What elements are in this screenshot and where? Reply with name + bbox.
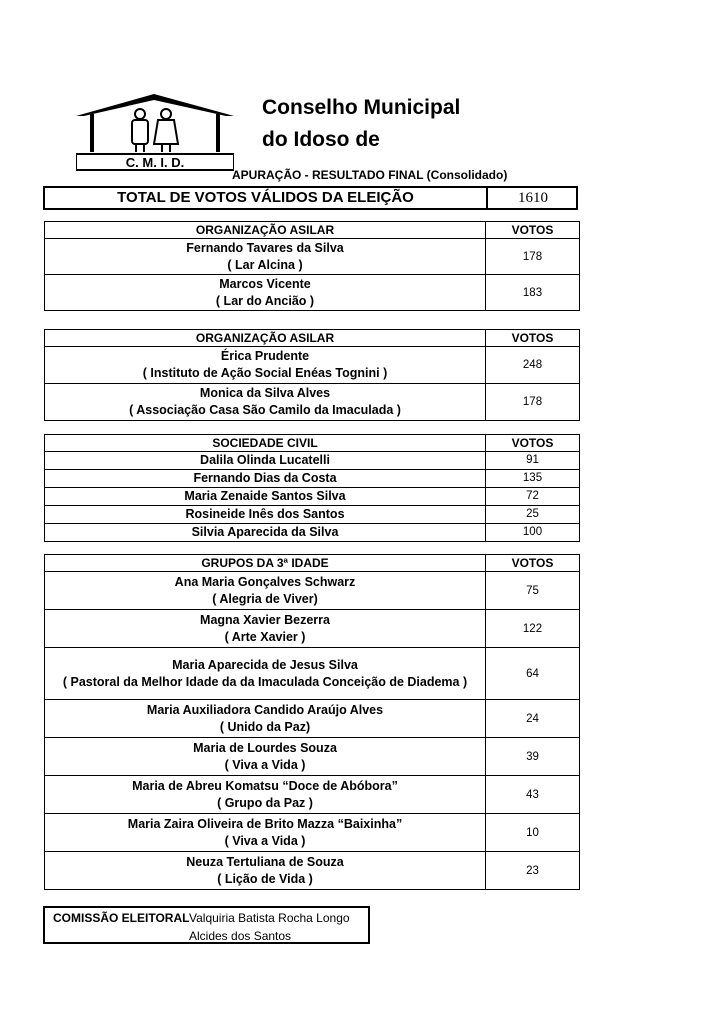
candidate-name: Ana Maria Gonçalves Schwarz [174, 574, 356, 589]
table-row [45, 239, 580, 275]
candidate-name: Dalila Olinda Lucatelli [45, 452, 486, 470]
candidate-name: Maria Aparecida de Jesus Silva [172, 657, 358, 672]
candidate-name: Silvia Aparecida da Silva [45, 524, 486, 542]
candidate-org: ( Pastoral da Melhor Idade da da Imaculada Conceição de Diadema ) [62, 674, 468, 689]
comissao-label: COMISSÃO ELEITORAL [53, 911, 190, 925]
votes-header: VOTOS [486, 330, 580, 347]
candidate-org: ( Arte Xavier ) [224, 629, 306, 644]
candidate-votes: 23 [486, 852, 580, 890]
table-row [45, 506, 580, 524]
candidate-votes: 248 [486, 347, 580, 384]
comissao-eleitoral-box [43, 906, 370, 944]
logo-text: C. M. I. D. [125, 155, 185, 170]
candidate-org: ( Lar do Ancião ) [215, 293, 315, 308]
candidate-org: ( Grupo da Paz ) [217, 795, 313, 810]
table-row [45, 452, 580, 470]
candidate-votes: 24 [486, 700, 580, 738]
total-votes-value: 1610 [486, 188, 578, 208]
candidate-name: Neuza Tertuliana de Souza [186, 854, 344, 869]
candidate-votes: 75 [486, 572, 580, 610]
candidate-votes: 72 [486, 488, 580, 506]
candidate-votes: 122 [486, 610, 580, 648]
candidate-name: Magna Xavier Bezerra [200, 612, 330, 627]
candidate-name: Érica Prudente [220, 349, 310, 363]
table-row [45, 776, 580, 814]
candidate-name: Monica da Silva Alves [199, 386, 331, 400]
candidate-name: Maria Zaira Oliveira de Brito Mazza “Baixinha” [127, 816, 403, 831]
candidate-name: Rosineide Inês dos Santos [45, 506, 486, 524]
section-title: ORGANIZAÇÃO ASILAR [45, 330, 486, 347]
total-votes-label: TOTAL DE VOTOS VÁLIDOS DA ELEIÇÃO [117, 189, 414, 206]
candidate-votes: 135 [486, 470, 580, 488]
table-row [45, 470, 580, 488]
page-subtitle: APURAÇÃO - RESULTADO FINAL (Consolidado) [232, 168, 508, 182]
candidate-org: ( Lição de Vida ) [217, 871, 313, 886]
table-row [45, 814, 580, 852]
candidate-org: ( Unido da Paz) [219, 719, 311, 734]
candidate-org: ( Lar Alcina ) [227, 257, 303, 272]
table-row [45, 347, 580, 384]
cmid-logo [76, 92, 234, 172]
section-sociedade-civil [44, 434, 580, 542]
section-grupos-3a-idade [44, 554, 580, 890]
candidate-org: ( Instituto de Ação Social Enéas Tognini ) [142, 366, 388, 380]
candidate-votes: 178 [486, 384, 580, 421]
comissao-member: Alcides dos Santos [189, 929, 292, 943]
candidate-name: Fernando Dias da Costa [45, 470, 486, 488]
page-title-line2: do Idoso de [262, 128, 380, 151]
candidate-votes: 39 [486, 738, 580, 776]
section-title: SOCIEDADE CIVIL [45, 435, 486, 452]
candidate-name: Marcos Vicente [219, 276, 311, 291]
candidate-name: Maria de Lourdes Souza [193, 740, 337, 755]
section-title: GRUPOS DA 3ª IDADE [45, 555, 486, 572]
candidate-name: Fernando Tavares da Silva [186, 240, 344, 255]
candidate-votes: 100 [486, 524, 580, 542]
candidate-votes: 10 [486, 814, 580, 852]
total-votes-box [43, 186, 578, 210]
table-row [45, 524, 580, 542]
candidate-votes: 64 [486, 648, 580, 700]
table-row [45, 648, 580, 700]
page-title-line1: Conselho Municipal [262, 96, 461, 119]
table-row [45, 738, 580, 776]
table-row [45, 572, 580, 610]
candidate-org: ( Viva a Vida ) [224, 833, 306, 848]
candidate-votes: 25 [486, 506, 580, 524]
section-organizacao-asilar-2 [44, 329, 580, 421]
candidate-votes: 178 [486, 239, 580, 275]
table-row [45, 610, 580, 648]
candidate-votes: 43 [486, 776, 580, 814]
section-organizacao-asilar-1 [44, 221, 580, 311]
candidate-name: Maria Auxiliadora Candido Araújo Alves [146, 702, 384, 717]
votes-header: VOTOS [486, 435, 580, 452]
table-row [45, 700, 580, 738]
votes-header: VOTOS [486, 222, 580, 239]
votes-header: VOTOS [486, 555, 580, 572]
candidate-org: ( Alegria de Viver) [212, 591, 318, 606]
house-logo-icon [76, 92, 234, 172]
table-row [45, 275, 580, 311]
table-row [45, 852, 580, 890]
table-row [45, 488, 580, 506]
candidate-votes: 183 [486, 275, 580, 311]
section-title: ORGANIZAÇÃO ASILAR [45, 222, 486, 239]
candidate-votes: 91 [486, 452, 580, 470]
candidate-name: Maria de Abreu Komatsu “Doce de Abóbora” [132, 778, 398, 793]
table-row [45, 384, 580, 421]
candidate-name: Maria Zenaide Santos Silva [45, 488, 486, 506]
candidate-org: ( Viva a Vida ) [224, 757, 306, 772]
candidate-org: ( Associação Casa São Camilo da Imaculada ) [129, 403, 401, 417]
comissao-member: Valquiria Batista Rocha Longo [189, 911, 350, 925]
